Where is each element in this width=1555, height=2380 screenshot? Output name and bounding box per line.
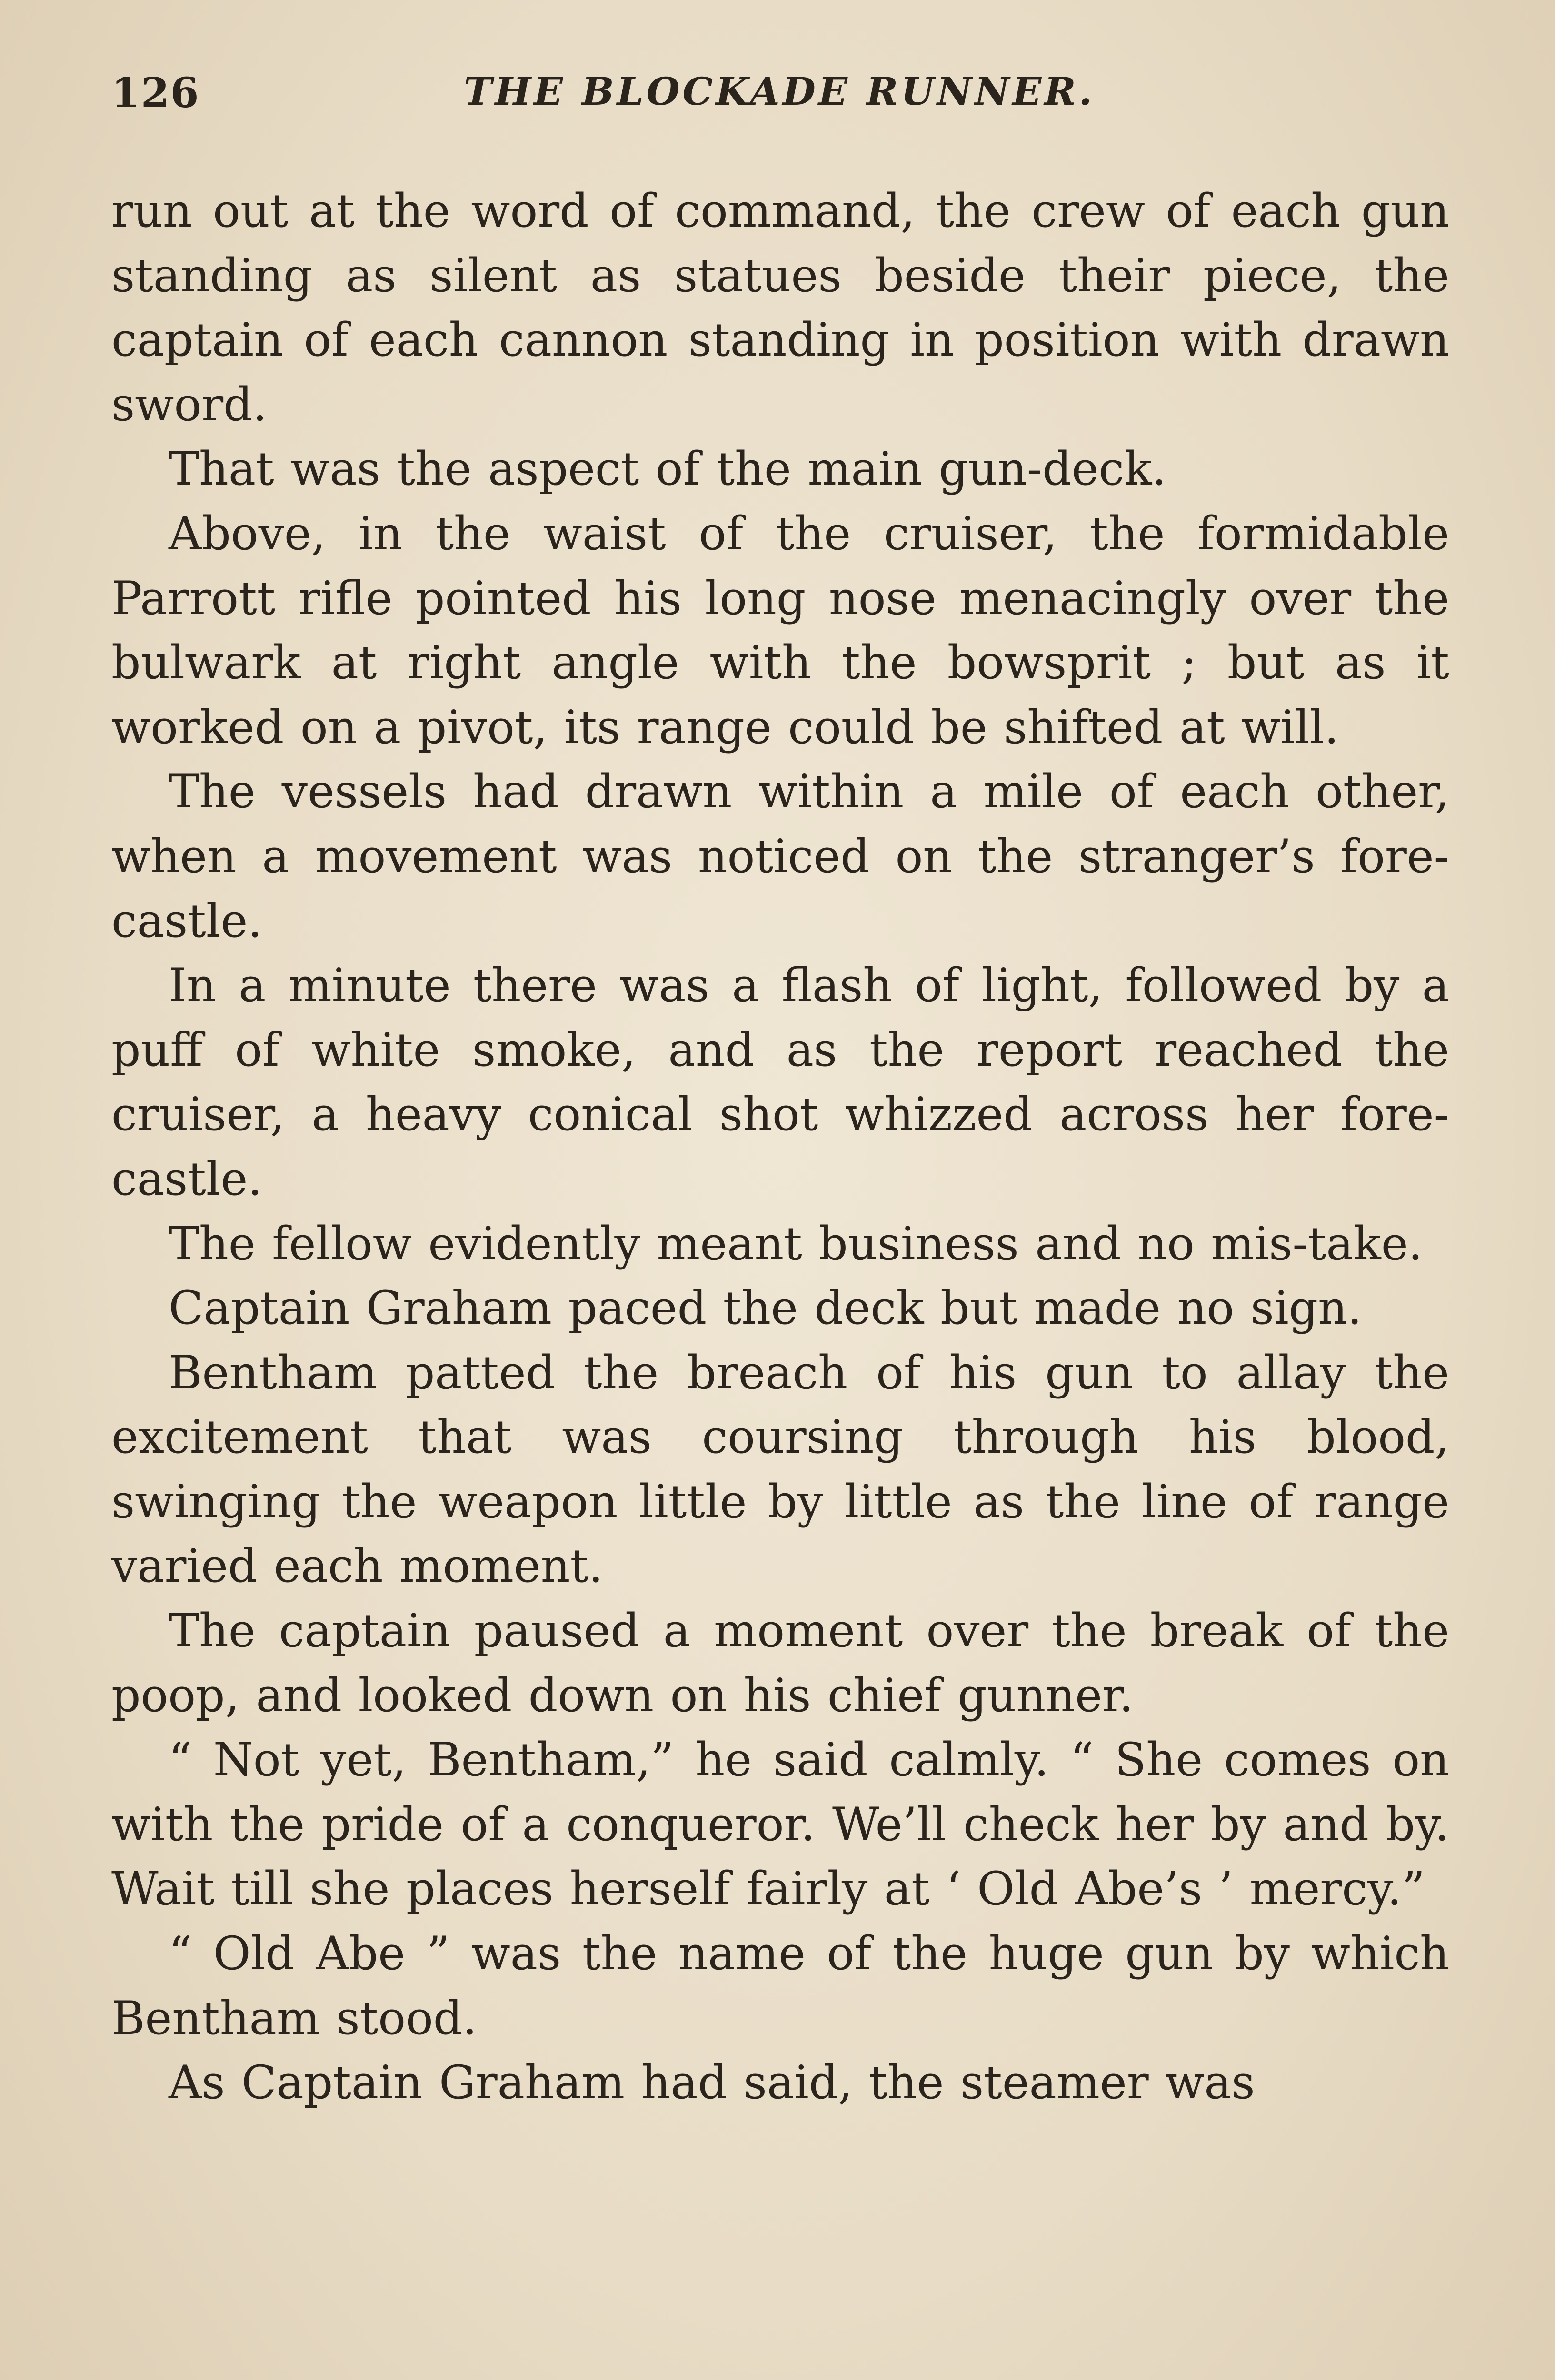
paragraph: Captain Graham paced the deck but made no sign. <box>169 1281 1362 1335</box>
paragraph: “ Old Abe ” was the name of the huge gun by which Bentham stood. <box>111 1927 1449 2045</box>
paragraph: In a minute there was a flash of light, followed by a puff of white smoke, and as the report reached the cruiser, a heavy conical shot whizzed across her fore-castle. <box>111 959 1449 1206</box>
page-number: 126 <box>111 69 200 117</box>
paragraph: Above, in the waist of the cruiser, the formidable Parrott rifle pointed his long nose menacingly over the bulwark at right angle with the bowsprit ; but as it worked on a pivot, its range could be shifted at will. <box>111 506 1449 754</box>
body-text <box>111 179 1449 2115</box>
page-header <box>111 64 1449 126</box>
paragraph: That was the aspect of the main gun-deck. <box>169 442 1166 496</box>
paragraph: The captain paused a moment over the break of the poop, and looked down on his chief gunner. <box>111 1604 1449 1722</box>
paragraph: run out at the word of command, the crew of each gun standing as silent as statues beside their piece, the captain of each cannon standing in position with drawn sword. <box>111 184 1449 431</box>
paragraph: “ Not yet, Bentham,” he said calmly. “ She comes on with the pride of a conqueror. We’ll check her by and by. Wait till she places herself fairly at ‘ Old Abe’s ’ mercy.” <box>111 1733 1449 1916</box>
paragraph: The vessels had drawn within a mile of each other, when a movement was noticed on the stranger’s fore-castle. <box>111 765 1449 948</box>
paragraph: Bentham patted the breach of his gun to allay the excitement that was coursing through his blood, swinging the weapon little by little as the line of range varied each moment. <box>111 1346 1449 1593</box>
paragraph: As Captain Graham had said, the steamer was <box>169 2056 1255 2110</box>
paragraph: The fellow evidently meant business and no mis-take. <box>169 1217 1423 1270</box>
running-title: THE BLOCKADE RUNNER. <box>464 69 1095 114</box>
